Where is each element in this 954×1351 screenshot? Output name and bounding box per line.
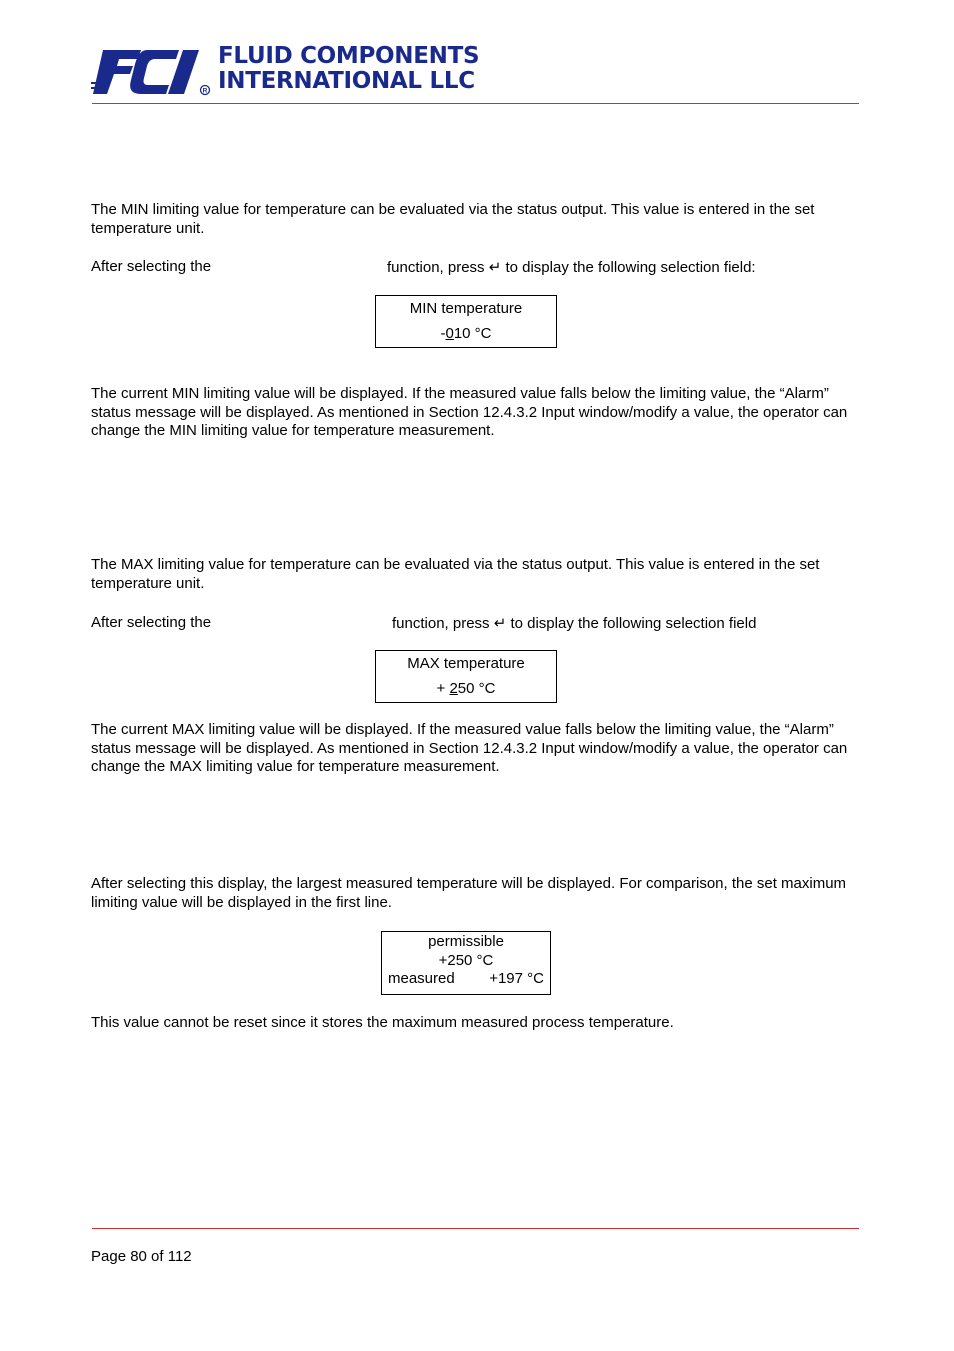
peak-measured-row [382,970,550,989]
footer-rule [92,1228,859,1229]
max-value-sign: + [436,680,450,697]
peak-temperature-display [381,931,551,995]
peak-line1: permissible [428,933,504,950]
max-select-suffix: function, press ↵ to display the following selection field [392,615,757,632]
min-value-sign: - [440,325,446,342]
company-name-line2: INTERNATIONAL LLC [218,68,475,94]
company-logo [91,44,491,100]
min-select-suffix: function, press ↵ to display the following selection field: [387,259,756,276]
max-display-value [376,676,556,701]
header-rule [92,103,859,104]
min-explain: The current MIN limiting value will be displayed. If the measured value falls below the limiting value, the “Alarm” status message will be displayed. As mentioned in Section 12.4.3.2 Input window/modify a value, the operator can change the MIN limiting value for temperature measurement. [91,385,848,439]
company-name [218,44,479,94]
peak-measured-label: measured [388,970,455,987]
peak-note: This value cannot be reset since it stores the maximum measured process temperature. [91,1014,674,1031]
company-name-line1: FLUID COMPONENTS [218,43,480,69]
peak-line2: +250 °C [438,951,494,969]
max-value-cursor: 2 [449,680,458,697]
fci-logo-icon [91,46,211,98]
max-select-prefix: After selecting the [91,614,212,631]
peak-measured-value: +197 °C [489,970,544,987]
max-value-rest: 50 °C [457,680,496,697]
peak-intro: After selecting this display, the largest measured temperature will be displayed. For comparison, the set maximum limiting value will be displayed in the first line. [91,875,847,911]
svg-text:R: R [202,87,208,95]
min-value-rest: 10 °C [453,325,492,342]
max-display-title: MAX temperature [407,655,525,672]
max-intro: The MAX limiting value for temperature can be evaluated via the status output. This value is entered in the set temperature unit. [91,556,820,592]
min-value-cursor: 0 [445,325,454,342]
max-temperature-display [375,650,557,703]
min-display-title: MIN temperature [409,300,523,317]
max-explain: The current MAX limiting value will be displayed. If the measured value falls below the limiting value, the “Alarm” status message will be displayed. As mentioned in Section 12.4.3.2 Input window/modify a value, the operator can change the MAX limiting value for temperature measurement. [91,721,848,775]
min-select-prefix: After selecting the [91,258,212,275]
min-temperature-display [375,295,557,348]
page-number: Page 80 of 112 [91,1248,192,1265]
min-display-value [376,321,556,346]
min-intro: The MIN limiting value for temperature can be evaluated via the status output. This value is entered in the set temperature unit. [91,201,815,237]
